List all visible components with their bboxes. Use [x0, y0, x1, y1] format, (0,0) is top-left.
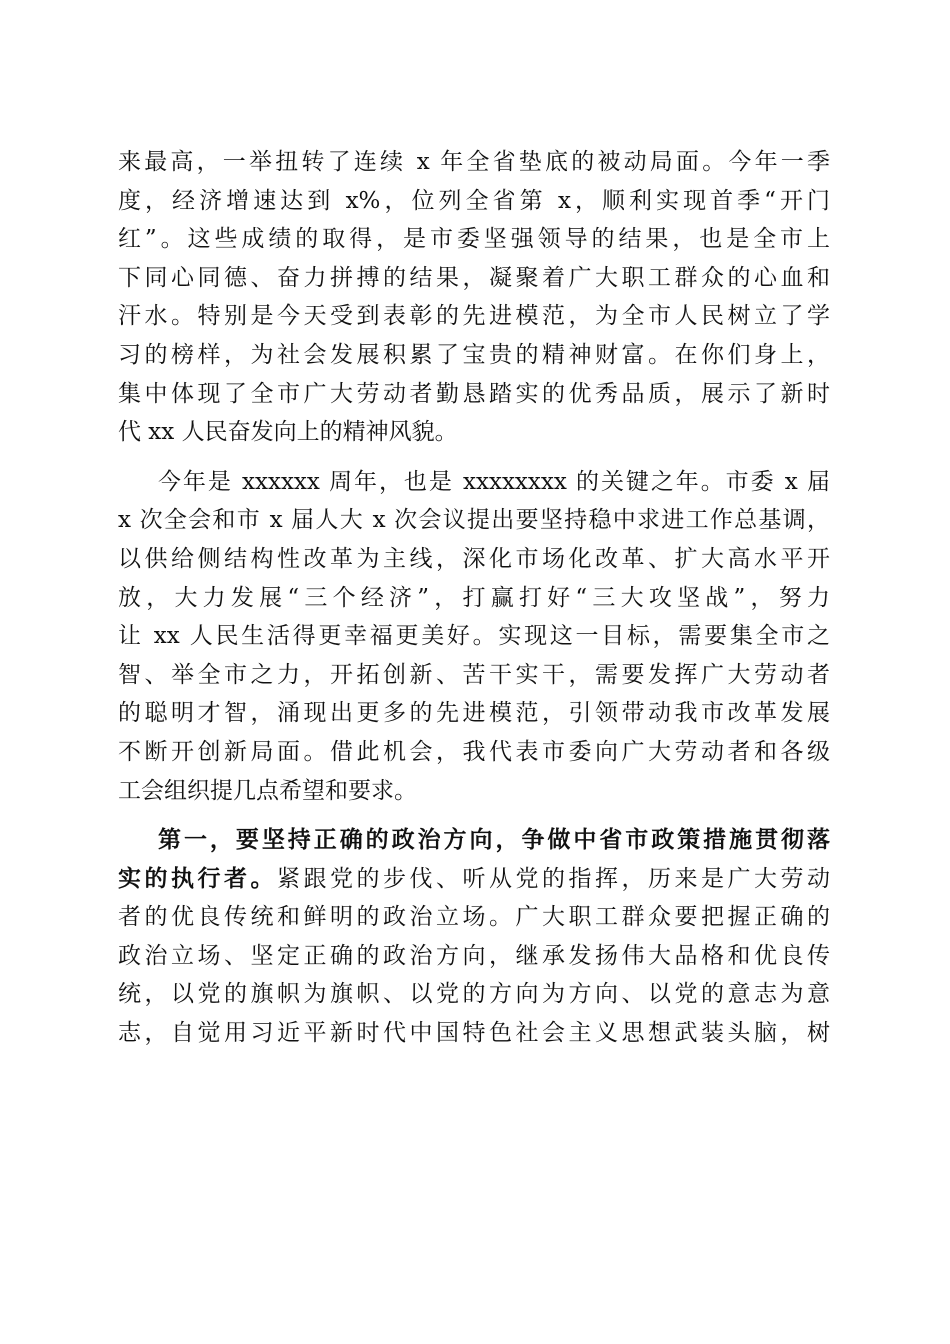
text-line: 度，经济增速达到 x%，位列全省第 x，顺利实现首季“开门 — [118, 187, 830, 214]
text-line: 红”。这些成绩的取得，是市委坚强领导的结果，也是全市上 — [118, 226, 830, 253]
text-line: 今年是 xxxxxx 周年，也是 xxxxxxxx 的关键之年。市委 x 届 — [158, 468, 830, 495]
text-line: 来最高，一举扭转了连续 x 年全省垫底的被动局面。今年一季 — [118, 149, 830, 175]
text-line: 代 xx 人民奋发向上的精神风貌。 — [118, 419, 458, 446]
text-line — [118, 860, 830, 899]
text-line: 统，以党的旗帜为旗帜、以党的方向为方向、以党的意志为意 — [118, 981, 830, 1008]
text-line: 习的榜样，为社会发展积累了宝贵的精神财富。在你们身上， — [118, 341, 830, 368]
text-line: 下同心同德、奋力拼搏的结果，凝聚着广大职工群众的心血和 — [118, 264, 830, 291]
section-heading-tail: 实的执行者。 — [118, 864, 277, 892]
section-heading-line: 第一，要坚持正确的政治方向，争做中省市政策措施贯彻落 — [158, 826, 830, 854]
paragraph-this-year — [118, 463, 830, 810]
text-line: x 次全会和市 x 届人大 x 次会议提出要坚持稳中求进工作总基调， — [118, 507, 830, 534]
text-line: 智、举全市之力，开拓创新、苦干实干，需要发挥广大劳动者 — [118, 661, 830, 688]
document-page — [118, 143, 830, 1053]
text-line: 以供给侧结构性改革为主线，深化市场化改革、扩大高水平开 — [118, 545, 830, 572]
text-line: 政治立场、坚定正确的政治方向，继承发扬伟大品格和优良传 — [118, 942, 830, 969]
paragraph-first-point — [118, 821, 830, 1053]
text-line: 集中体现了全市广大劳动者勤恳踏实的优秀品质，展示了新时 — [118, 380, 830, 407]
text-line: 志，自觉用习近平新时代中国特色社会主义思想武装头脑，树 — [118, 1020, 830, 1047]
paragraph-spacer — [118, 452, 830, 463]
text-line: 汗水。特别是今天受到表彰的先进模范，为全市人民树立了学 — [118, 303, 830, 330]
paragraph-achievements — [118, 143, 830, 452]
text-line: 不断开创新局面。借此机会，我代表市委向广大劳动者和各级 — [118, 738, 830, 765]
text-line: 让 xx 人民生活得更幸福更美好。实现这一目标，需要集全市之 — [118, 623, 830, 650]
text-line: 的聪明才智，涌现出更多的先进模范，引领带动我市改革发展 — [118, 700, 830, 727]
text-line: 放，大力发展“三个经济”，打赢打好“三大攻坚战”，努力 — [118, 584, 830, 611]
text-line: 工会组织提几点希望和要求。 — [118, 777, 417, 804]
text-span: 紧跟党的步伐、听从党的指挥，历来是广大劳动 — [277, 865, 830, 892]
text-line: 者的优良传统和鲜明的政治立场。广大职工群众要把握正确的 — [118, 904, 830, 931]
paragraph-spacer — [118, 810, 830, 821]
